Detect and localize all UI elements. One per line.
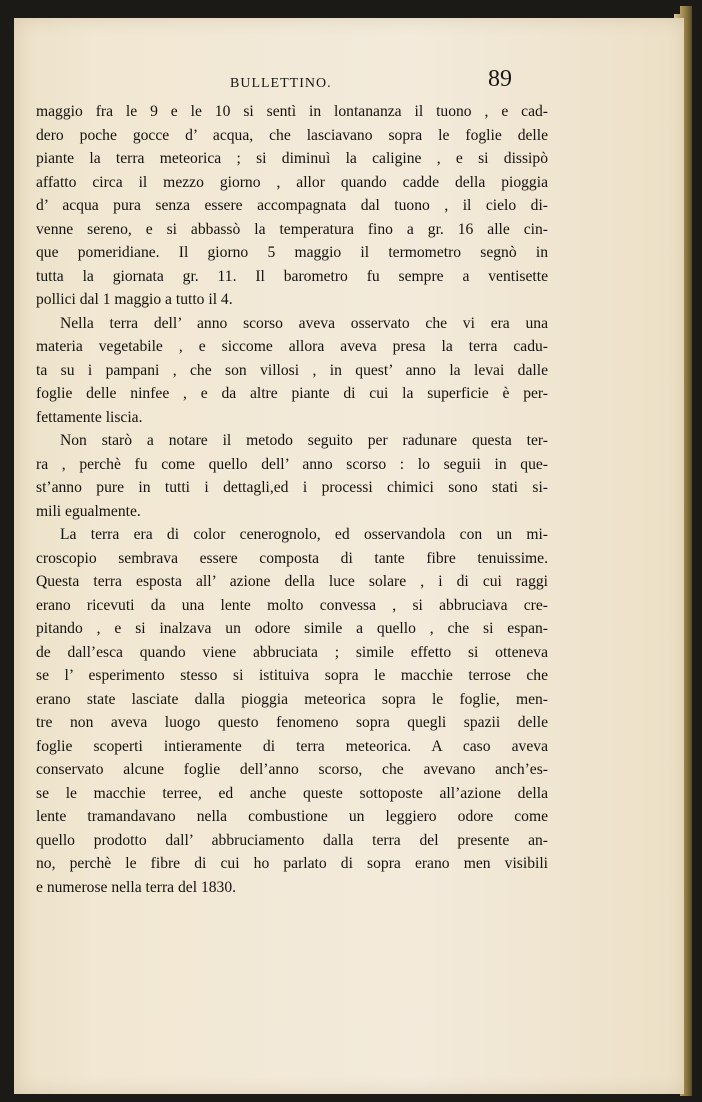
text-line: affatto circa il mezzo giorno , allor quando cadde della pioggia xyxy=(36,173,548,191)
text-line: fettamente liscia. xyxy=(36,408,143,426)
text-line: tre non aveva luogo questo fenomeno sopra quegli spazii delle xyxy=(36,714,548,731)
text-line: que pomeridiane. Il giorno 5 maggio il termometro segnò in xyxy=(36,244,548,261)
running-title: BULLETTINO. xyxy=(230,76,332,91)
text-line: no, perchè le fibre di cui ho parlato di sopra erano men visibili xyxy=(36,855,548,872)
text-line: ta su i pampani , che son villosi , in quest’ anno la levai dalle xyxy=(36,361,548,379)
text-line: lente tramandavano nella combustione un leggiero odore come xyxy=(36,808,548,825)
text-line: d’ acqua pura senza essere accompagnata dal tuono , il cielo di- xyxy=(36,197,548,214)
text-line: de dall’esca quando viene abbruciata ; simile effetto si otteneva xyxy=(36,643,548,661)
paragraph-start-line: Nella terra dell’ anno scorso aveva osservato che vi era una xyxy=(60,314,548,332)
text-line: erano state lasciate dalla pioggia meteorica sopra le foglie, men- xyxy=(36,690,548,708)
text-line: st’anno pure in tutti i dettagli,ed i processi chimici sono stati si- xyxy=(36,479,548,496)
text-line: foglie delle ninfee , e da altre piante di cui la superficie è per- xyxy=(36,385,548,402)
text-line: venne sereno, e si abbassò la temperatura fino a gr. 16 alle cin- xyxy=(36,220,548,238)
text-line: se l’ esperimento stesso si istituiva sopra le macchie terrose che xyxy=(36,667,548,684)
text-line: foglie scoperti intieramente di terra meteorica. A caso aveva xyxy=(36,737,548,755)
text-line: tutta la giornata gr. 11. Il barometro fu sempre a ventisette xyxy=(36,267,548,285)
text-line: se le macchie terree, ed anche queste sottoposte all’azione della xyxy=(36,784,548,802)
text-body xyxy=(36,100,548,899)
text-line: e numerose nella terra del 1830. xyxy=(36,878,237,896)
text-line: pollici dal 1 maggio a tutto il 4. xyxy=(36,291,233,308)
paragraph-start-line: La terra era di color cenerognolo, ed osservandola con un mi- xyxy=(60,526,548,543)
page-number: 89 xyxy=(488,66,512,92)
text-line: erano ricevuti da una lente molto convessa , si abbruciava cre- xyxy=(36,596,548,614)
paragraph-start-line: Non starò a notare il metodo seguito per radunare questa ter- xyxy=(60,432,548,449)
text-line: quello prodotto dall’ abbruciamento dalla terra del presente an- xyxy=(36,831,548,849)
text-line: piante la terra meteorica ; si diminuì la caligine , e si dissipò xyxy=(36,150,548,167)
text-line: Questa terra esposta all’ azione della luce solare , i di cui raggi xyxy=(36,573,548,590)
text-line: dero poche gocce d’ acqua, che lasciavano sopra le foglie delle xyxy=(36,126,548,144)
text-line: ra , perchè fu come quello dell’ anno scorso : lo seguii in que- xyxy=(36,455,548,473)
text-line: croscopio sembrava essere composta di tante fibre tenuissime. xyxy=(36,549,548,567)
text-line: mili egualmente. xyxy=(36,502,141,520)
text-line: pitando , e si inalzava un odore simile a quello , che si espan- xyxy=(36,620,548,637)
text-line: maggio fra le 9 e le 10 si sentì in lontananza il tuono , e cad- xyxy=(36,103,548,120)
text-line: conservato alcune foglie dell’anno scorso, che avevano anch’es- xyxy=(36,761,548,778)
text-line: materia vegetabile , e siccome allora aveva presa la terra cadu- xyxy=(36,338,548,355)
